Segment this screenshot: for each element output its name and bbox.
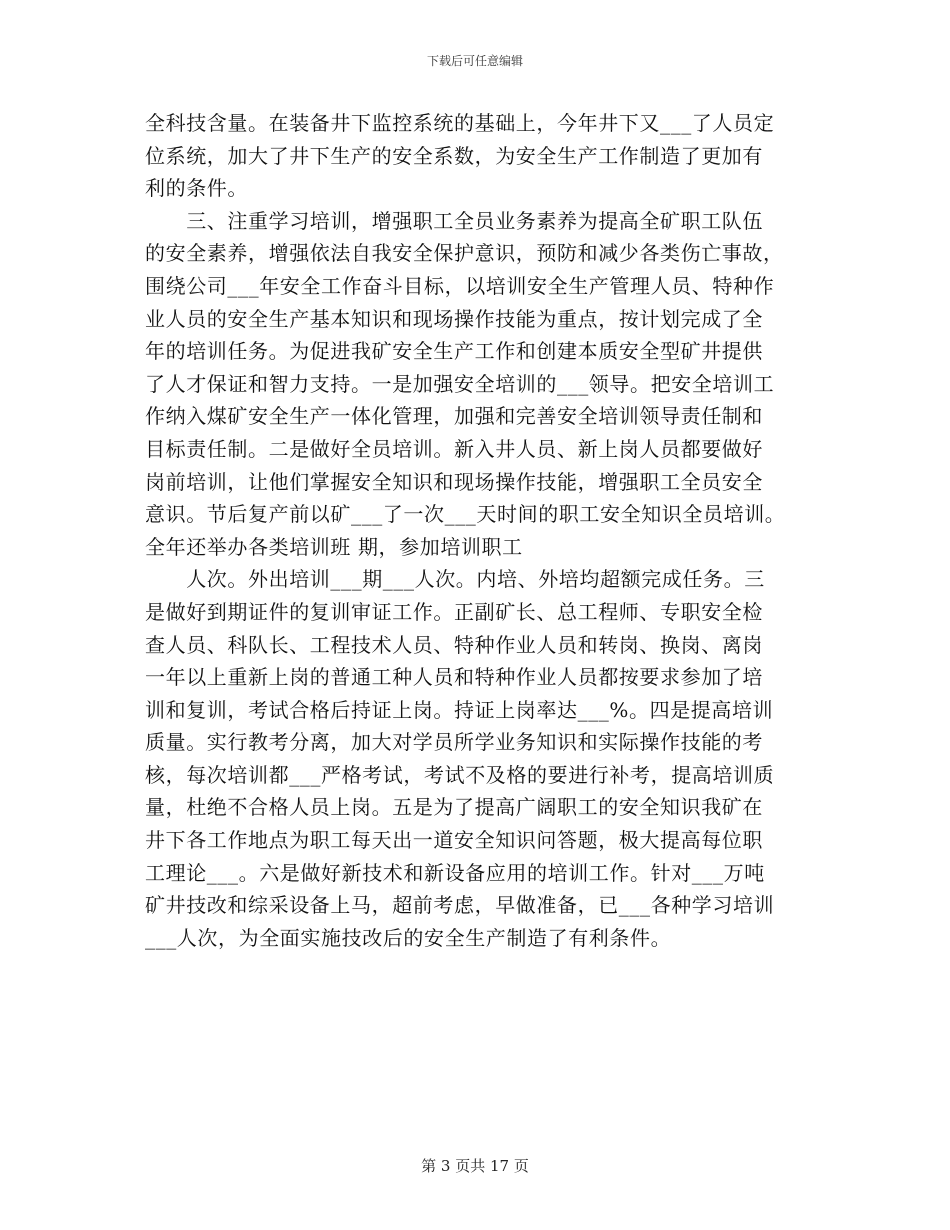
text-line: 人次。外出培训___期___人次。内培、外培均超额完成任务。三 [145,567,765,592]
text-line: 质量。实行教考分离，加大对学员所学业务知识和实际操作技能的考 [145,730,763,755]
text-line: 是做好到期证件的复训审证工作。正副矿长、总工程师、专职安全检 [145,599,763,624]
text-line: 年的培训任务。为促进我矿安全生产工作和创建本质安全型矿井提供 [145,339,763,364]
text-line: 位系统，加大了井下生产的安全系数，为安全生产工作制造了更加有 [145,143,763,168]
page-number: 第 3 页共 17 页 [421,1157,529,1175]
text-line: 全年还举办各类培训班 期，参加培训职工 [145,534,523,559]
text-line: 岗前培训，让他们掌握安全知识和现场操作技能，增强职工全员安全 [145,469,763,494]
text-line: 作纳入煤矿安全生产一体化管理，加强和完善安全培训领导责任制和 [145,404,763,429]
text-line: 查人员、科队长、工程技术人员、特种作业人员和转岗、换岗、离岗 [145,632,763,657]
text-line: 意识。节后复产前以矿___了一次___天时间的职工安全知识全员培训。 [145,502,786,527]
text-line: 井下各工作地点为职工每天出一道安全知识问答题，极大提高每位职 [145,828,763,853]
text-line: 矿井技改和综采设备上马，超前考虑，早做准备，已___各种学习培训 [145,893,775,918]
text-line: 业人员的安全生产基本知识和现场操作技能为重点，按计划完成了全 [145,306,763,331]
document-body [145,107,805,954]
text-line: 一年以上重新上岗的普通工种人员和特种作业人员都按要求参加了培 [145,665,763,690]
page-header-note: 下载后可任意编辑 [426,54,523,68]
text-line: 三、注重学习培训，增强职工全员业务素养为提高全矿职工队伍 [145,208,763,233]
text-line: 利的条件。 [145,176,248,201]
text-line: 的安全素养，增强依法自我安全保护意识，预防和减少各类伤亡事故， [145,241,784,266]
text-line: 目标责任制。二是做好全员培训。新入井人员、新上岗人员都要做好 [145,436,763,461]
text-line: 量，杜绝不合格人员上岗。五是为了提高广阔职工的安全知识我矿在 [145,795,763,820]
text-line: 了人才保证和智力支持。一是加强安全培训的___领导。把安全培训工 [145,371,775,396]
text-line: 训和复训，考试合格后持证上岗。持证上岗率达___%。四是提高培训 [145,697,774,722]
text-line: 围绕公司___年安全工作奋斗目标，以培训安全生产管理人员、特种作 [145,273,775,298]
text-line: 核，每次培训都___严格考试，考试不及格的要进行补考，提高培训质 [145,762,775,787]
text-line: 工理论___。六是做好新技术和新设备应用的培训工作。针对___万吨 [145,860,765,885]
text-line: 全科技含量。在装备井下监控系统的基础上，今年井下又___了人员定 [145,111,775,135]
text-line: ___人次，为全面实施技改后的安全生产制造了有利条件。 [145,925,672,950]
